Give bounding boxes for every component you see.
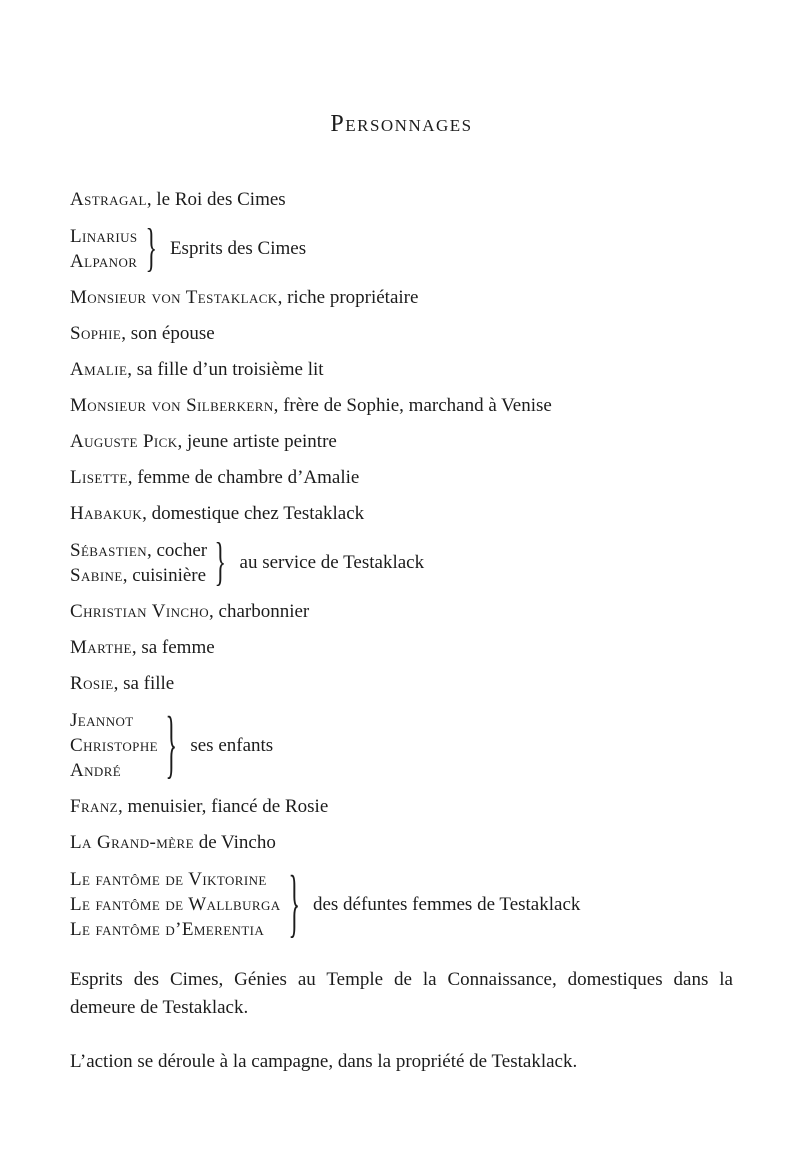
character-group [70, 861, 733, 946]
character-name: Monsieur von Silberkern [70, 395, 274, 416]
right-brace-glyph: } [144, 219, 157, 277]
character-name: Lisette [70, 467, 128, 488]
group-description: des défuntes femmes de Testaklack [312, 893, 581, 915]
right-brace-glyph: } [214, 533, 227, 591]
character-description: , sa femme [131, 637, 215, 658]
group-names [70, 867, 281, 942]
character-name: Linarius [70, 226, 138, 247]
page-title: Personnages [330, 111, 473, 137]
character-name: Rosie [70, 673, 114, 694]
character-entry [70, 430, 733, 454]
character-entry [70, 831, 733, 855]
character-entry [70, 466, 733, 490]
character-description: , jeune artiste peintre [177, 431, 337, 452]
character-list [70, 188, 733, 946]
character-name: Monsieur von Testaklack [70, 287, 278, 308]
group-names [70, 708, 158, 783]
group-description: Esprits des Cimes [169, 238, 307, 259]
character-name: Le fantôme d’Emerentia [70, 919, 265, 940]
character-name: Habakuk [70, 503, 143, 524]
character-entry [70, 188, 733, 212]
character-description: de Vincho [193, 832, 276, 853]
character-entry [70, 358, 733, 382]
group-names [70, 224, 138, 274]
character-description: , cocher [147, 540, 208, 561]
setting-note: L’action se déroule à la campagne, dans la propriété de Testaklack. [70, 1051, 578, 1072]
character-name: Franz [70, 796, 118, 817]
character-name: Astragal [70, 189, 147, 210]
character-name: André [70, 760, 122, 781]
character-name: Sébastien [70, 540, 147, 561]
character-group [70, 219, 733, 277]
character-name: Christophe [70, 735, 158, 756]
right-brace-glyph: } [288, 861, 300, 946]
character-entry [70, 672, 733, 696]
character-entry [70, 394, 733, 418]
character-description: , riche propriétaire [277, 287, 419, 308]
stage-notes [70, 966, 733, 1076]
character-description: , domestique chez Testaklack [142, 503, 365, 524]
group-names [70, 538, 207, 588]
character-entry [70, 286, 733, 310]
character-entry [70, 600, 733, 624]
character-description: , frère de Sophie, marchand à Venise [273, 395, 552, 416]
character-name: Auguste Pick [70, 431, 178, 452]
character-description: , menuisier, fiancé de Rosie [117, 796, 329, 817]
character-entry [70, 322, 733, 346]
character-description: , sa fille d’un troisième lit [127, 359, 324, 380]
character-entry [70, 795, 733, 819]
ensemble-note: Esprits des Cimes, Génies au Temple de la Connaissance, domestiques dans la demeure de Testaklack. [70, 969, 733, 1018]
character-group [70, 702, 733, 787]
character-description: , le Roi des Cimes [146, 189, 286, 210]
character-name: Sophie [70, 323, 122, 344]
character-name: Le fantôme de Viktorine [70, 869, 267, 890]
character-description: , charbonnier [209, 601, 310, 622]
group-description: au service de Testaklack [239, 552, 425, 573]
character-entry [70, 502, 733, 526]
character-name: Christian Vincho [70, 601, 210, 622]
character-description: , sa fille [113, 673, 175, 694]
character-description: , femme de chambre d’Amalie [127, 467, 360, 488]
right-brace-glyph: } [165, 702, 177, 787]
character-entry [70, 636, 733, 660]
group-description: ses enfants [190, 734, 274, 756]
character-description: , cuisinière [122, 565, 207, 586]
character-name: Marthe [70, 637, 132, 658]
character-name: Alpanor [70, 251, 138, 272]
character-name: La Grand-mère [70, 832, 194, 853]
character-name: Amalie [70, 359, 128, 380]
character-name: Le fantôme de Wallburga [70, 894, 281, 915]
character-name: Sabine [70, 565, 123, 586]
character-name: Jeannot [70, 710, 134, 731]
character-description: , son épouse [121, 323, 215, 344]
character-group [70, 533, 733, 591]
